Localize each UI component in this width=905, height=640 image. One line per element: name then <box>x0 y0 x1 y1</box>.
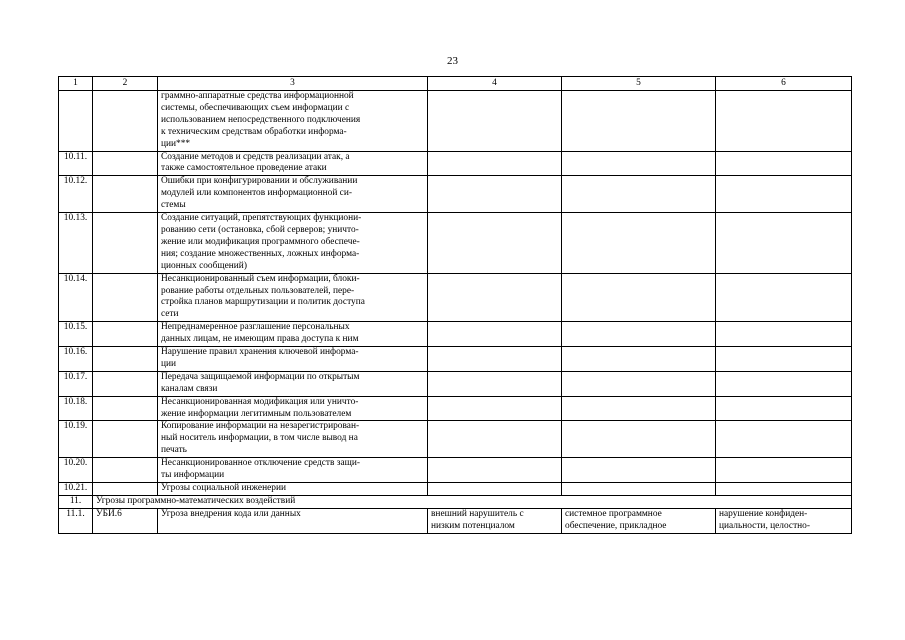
text-line: также самостоятельное проведение атаки <box>161 163 327 174</box>
row-number: 10.12. <box>59 176 93 213</box>
empty-cell <box>562 176 716 213</box>
text-line: системы, обеспечивающих съем информации с <box>161 102 350 113</box>
text-line: рованию сети (остановка, сбой серверов; уничто- <box>161 224 359 235</box>
threat-description <box>158 371 428 396</box>
empty-cell <box>716 176 852 213</box>
text-line: сети <box>161 309 179 320</box>
row-number: 10.11. <box>59 151 93 176</box>
threat-description <box>158 151 428 176</box>
text-line: ты информации <box>161 470 225 481</box>
table-row <box>59 322 852 347</box>
row-code <box>93 91 158 152</box>
table-row <box>59 421 852 458</box>
threat-description: Угроза внедрения кода или данных <box>158 508 428 533</box>
threat-description <box>158 322 428 347</box>
text-line: ции*** <box>161 138 191 149</box>
threat-description <box>158 273 428 322</box>
empty-cell <box>562 483 716 496</box>
table-row <box>59 371 852 396</box>
text-line: использованием непосредственного подключения <box>161 114 361 125</box>
table-row <box>59 273 852 322</box>
table-row <box>59 508 852 533</box>
text-line: к техническим средствам обработки информа- <box>161 126 347 137</box>
row-number <box>59 91 93 152</box>
empty-cell <box>428 483 562 496</box>
threats-table-body <box>59 77 852 534</box>
empty-cell <box>428 396 562 421</box>
table-row <box>59 458 852 483</box>
threat-description <box>158 213 428 274</box>
row-code <box>93 483 158 496</box>
text-line: граммно-аппаратные средства информационной <box>161 91 354 101</box>
empty-cell <box>562 91 716 152</box>
text-line: Передача защищаемой информации по открытым <box>161 371 360 382</box>
row-code <box>93 176 158 213</box>
empty-cell <box>716 483 852 496</box>
threats-table <box>58 76 852 534</box>
text-line: каналам связи <box>161 383 218 394</box>
text-line: обеспечение, прикладное <box>565 520 667 531</box>
table-row <box>59 91 852 152</box>
text-line: Непреднамеренное разглашение персональных <box>161 322 350 333</box>
text-line: ции <box>161 358 177 369</box>
threat-description <box>158 347 428 372</box>
row-code <box>93 322 158 347</box>
text-line: Создание методов и средств реализации атак, а <box>161 151 350 162</box>
text-line: модулей или компонентов информационной си- <box>161 188 352 199</box>
text-line: системное программное <box>565 508 662 519</box>
text-line: ционных сообщений) <box>161 260 247 271</box>
row-code: УБИ.6 <box>93 508 158 533</box>
row-number: 10.14. <box>59 273 93 322</box>
empty-cell <box>716 347 852 372</box>
text-line: Копирование информации на незарегистрирован- <box>161 421 360 432</box>
empty-cell <box>716 396 852 421</box>
text-line: Создание ситуаций, препятствующих функциони- <box>161 213 362 224</box>
row-number: 10.16. <box>59 347 93 372</box>
row-code <box>93 151 158 176</box>
empty-cell <box>562 396 716 421</box>
header-cell: 6 <box>716 77 852 91</box>
text-line: внешний нарушитель с <box>431 508 524 519</box>
table-row <box>59 347 852 372</box>
text-line: ный носитель информации, в том числе вывод на <box>161 433 358 444</box>
row-number: 10.17. <box>59 371 93 396</box>
text-line: Несанкционированный съем информации, блоки- <box>161 273 360 284</box>
row-code <box>93 421 158 458</box>
empty-cell <box>428 371 562 396</box>
empty-cell <box>428 273 562 322</box>
text-line: Несанкционированная модификация или уничто- <box>161 396 359 407</box>
empty-cell <box>716 421 852 458</box>
header-cell: 1 <box>59 77 93 91</box>
text-line: нарушение конфиден- <box>719 508 808 519</box>
section-number: 11. <box>59 495 93 508</box>
row-code <box>93 396 158 421</box>
text-line: низким потенциалом <box>431 520 515 531</box>
empty-cell <box>428 213 562 274</box>
row-code <box>93 213 158 274</box>
header-cell: 2 <box>93 77 158 91</box>
empty-cell <box>716 458 852 483</box>
page-number: 23 <box>447 55 458 67</box>
empty-cell <box>428 91 562 152</box>
table-row <box>59 151 852 176</box>
empty-cell <box>562 421 716 458</box>
row-code <box>93 347 158 372</box>
row-number: 10.21. <box>59 483 93 496</box>
empty-cell <box>562 151 716 176</box>
text-line: Нарушение правил хранения ключевой информа- <box>161 347 359 358</box>
empty-cell <box>562 213 716 274</box>
text-line: Несанкционированное отключение средств защи- <box>161 458 360 469</box>
row-number: 10.13. <box>59 213 93 274</box>
row-number: 11.1. <box>59 508 93 533</box>
text-line: стемы <box>161 200 186 211</box>
empty-cell <box>428 151 562 176</box>
empty-cell <box>562 458 716 483</box>
empty-cell <box>562 347 716 372</box>
table-row <box>59 213 852 274</box>
empty-cell <box>428 322 562 347</box>
header-cell: 4 <box>428 77 562 91</box>
text-line: печать <box>161 445 187 456</box>
header-cell: 5 <box>562 77 716 91</box>
text-line: данных лицам, не имеющим права доступа к ним <box>161 334 359 345</box>
threat-description <box>158 421 428 458</box>
table-row <box>59 483 852 496</box>
text-line: ния; создание множественных, ложных информа- <box>161 248 360 259</box>
text-line: жение информации легитимным пользователем <box>161 408 352 419</box>
section-row <box>59 495 852 508</box>
empty-cell <box>562 371 716 396</box>
empty-cell <box>716 151 852 176</box>
empty-cell <box>562 322 716 347</box>
table-row <box>59 176 852 213</box>
threat-col4 <box>428 508 562 533</box>
text-line: стройка планов маршрутизации и политик доступа <box>161 297 365 308</box>
row-number: 10.20. <box>59 458 93 483</box>
empty-cell <box>716 91 852 152</box>
threat-description <box>158 483 428 496</box>
row-number: 10.15. <box>59 322 93 347</box>
section-title: Угрозы программно-математических воздействий <box>93 495 852 508</box>
text-line: Ошибки при конфигурировании и обслуживании <box>161 176 358 187</box>
row-code <box>93 273 158 322</box>
threat-col5 <box>562 508 716 533</box>
header-cell: 3 <box>158 77 428 91</box>
empty-cell <box>428 347 562 372</box>
empty-cell <box>428 458 562 483</box>
row-code <box>93 371 158 396</box>
text-line: Угрозы социальной инженерии <box>161 483 286 493</box>
text-line: рование работы отдельных пользователей, пере- <box>161 285 355 296</box>
empty-cell <box>716 322 852 347</box>
empty-cell <box>562 273 716 322</box>
row-number: 10.18. <box>59 396 93 421</box>
text-line: циальности, целостно- <box>719 520 810 531</box>
empty-cell <box>716 273 852 322</box>
threat-description <box>158 176 428 213</box>
empty-cell <box>716 213 852 274</box>
row-code <box>93 458 158 483</box>
table-row <box>59 396 852 421</box>
threat-description <box>158 91 428 152</box>
threat-description <box>158 458 428 483</box>
threat-description <box>158 396 428 421</box>
empty-cell <box>428 421 562 458</box>
table-header-row <box>59 77 852 91</box>
empty-cell <box>428 176 562 213</box>
empty-cell <box>716 371 852 396</box>
row-number: 10.19. <box>59 421 93 458</box>
text-line: жение или модификация программного обеспече- <box>161 236 360 247</box>
threat-col6 <box>716 508 852 533</box>
